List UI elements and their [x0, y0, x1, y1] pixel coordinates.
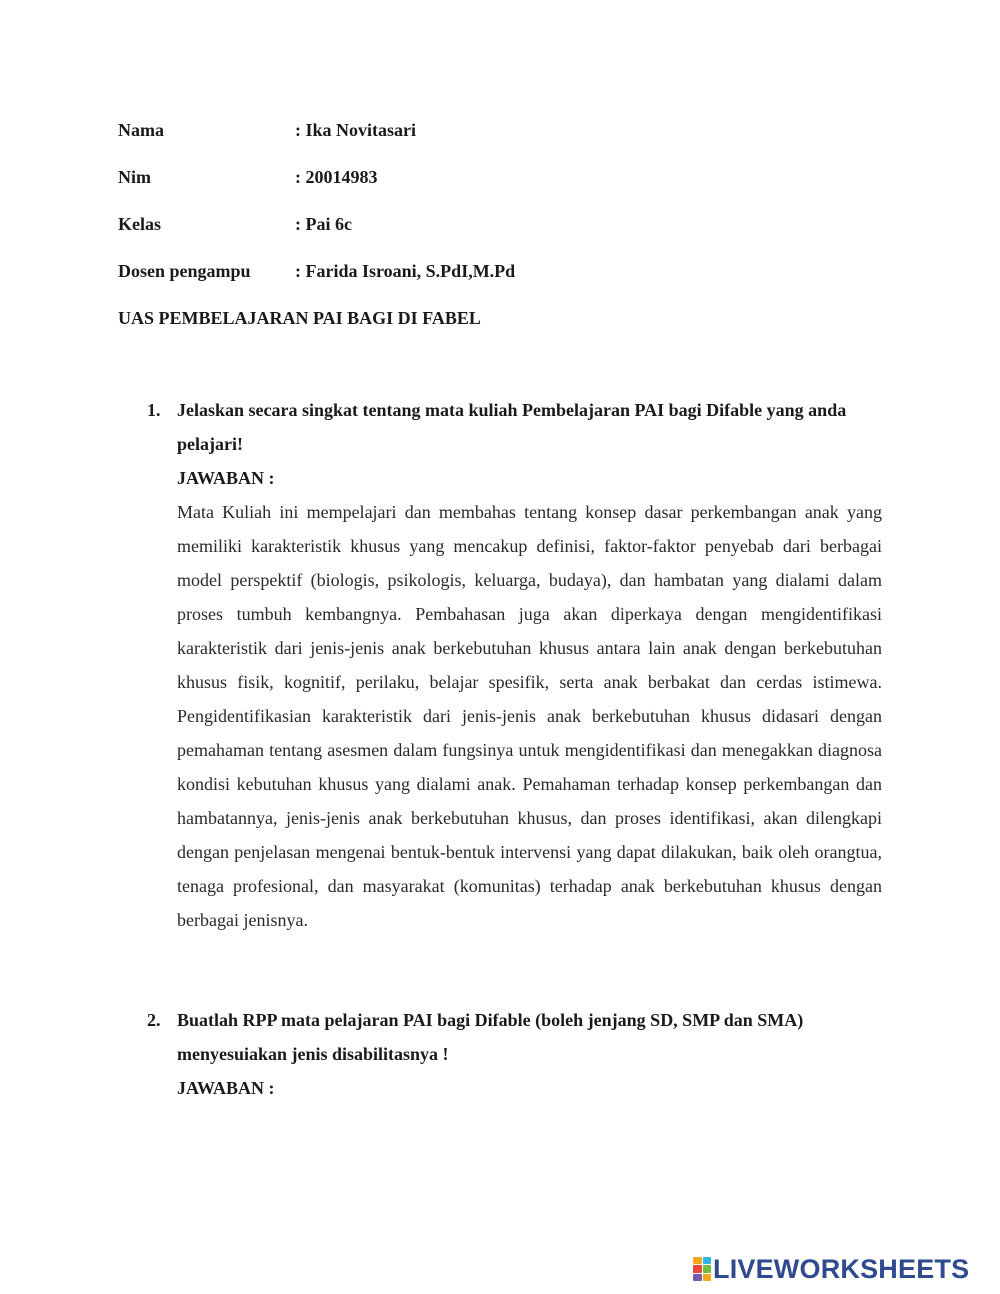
question-1 — [147, 393, 882, 937]
question-number: 2. — [147, 1010, 161, 1030]
answer-label: JAWABAN : — [177, 468, 275, 488]
watermark-text: LIVEWORKSHEETS — [713, 1254, 970, 1284]
logo-cell — [693, 1274, 702, 1281]
logo-cell — [693, 1265, 702, 1272]
logo-cell — [693, 1257, 702, 1264]
exam-title: UAS PEMBELAJARAN PAI BAGI DI FABEL — [118, 308, 481, 328]
info-label: Kelas — [118, 214, 161, 234]
info-value: : Ika Novitasari — [295, 120, 416, 140]
question-text: Jelaskan secara singkat tentang mata kuliah Pembelajaran PAI bagi Difable yang anda pelajari! — [177, 400, 847, 454]
answer-label: JAWABAN : — [177, 1078, 275, 1098]
liveworksheets-logo-icon — [693, 1257, 711, 1281]
info-label: Dosen pengampu — [118, 261, 251, 281]
question-number: 1. — [147, 400, 161, 420]
logo-cell — [703, 1257, 712, 1264]
info-value: : 20014983 — [295, 167, 378, 187]
question-text: Buatlah RPP mata pelajaran PAI bagi Difable (boleh jenjang SD, SMP dan SMA) menyesuiakan jenis disabilitasnya ! — [177, 1010, 804, 1064]
question-2 — [147, 1003, 882, 1105]
info-value: : Farida Isroani, S.PdI,M.Pd — [295, 261, 516, 281]
answer-text: Mata Kuliah ini mempelajari dan membahas tentang konsep dasar perkembangan anak yang memiliki karakteristik khusus yang mencakup definisi, faktor-faktor penyebab dari berbagai model perspektif (biologis, psikologis, keluarga, budaya), dan hambatan yang dialami dalam proses tumbuh kembangnya. Pembahasan juga akan diperkaya dengan mengidentifikasi karakteristik dari jenis-jenis anak berkebutuhan khusus antara lain anak dengan berkebutuhan khusus fisik, kognitif, perilaku, belajar spesifik, serta anak berbakat dan cerdas istimewa. Pengidentifikasian karakteristik dari jenis-jenis anak berkebutuhan khusus didasari dengan pemahaman tentang asesmen dalam fungsinya untuk mengidentifikasi dan menegakkan diagnosa kondisi kebutuhan khusus yang dialami anak. Pemahaman terhadap konsep perkembangan dan hambatannya, jenis-jenis anak berkebutuhan khusus, dan proses identifikasi, akan dilengkapi dengan penjelasan mengenai bentuk-bentuk intervensi yang dapat dilakukan, baik oleh orangtua, tenaga profesional, dan masyarakat (komunitas) terhadap anak berkebutuhan khusus dengan berbagai jenisnya. — [177, 502, 882, 930]
info-label: Nim — [118, 167, 151, 187]
liveworksheets-watermark — [693, 1254, 969, 1284]
info-value: : Pai 6c — [295, 214, 352, 234]
info-label: Nama — [118, 120, 164, 140]
logo-cell — [703, 1265, 712, 1272]
logo-cell — [703, 1274, 712, 1281]
